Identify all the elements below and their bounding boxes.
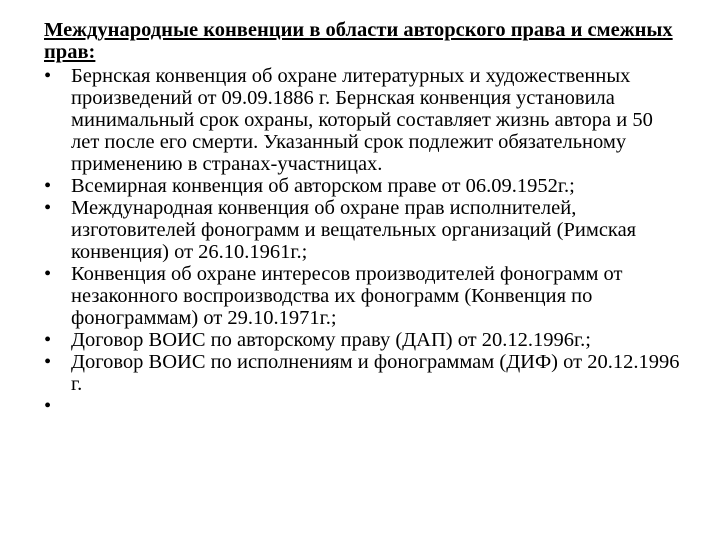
- list-item: [44, 351, 682, 395]
- list-item-text: Бернская конвенция об охране литературных и художественных произведений от 09.09.1886 г. Бернская конвенция установила минимальный срок охраны, который составляет жизнь автора и 50 лет после его смерти. Указанный срок подлежит обязательному применению в странах-участницах.: [71, 65, 653, 175]
- list-item-text: Конвенция об охране интересов производителей фонограмм от незаконного воспроизводства их фонограмм (Конвенция по фонограммам) от 29.10.1971г.;: [71, 263, 623, 329]
- bullet-icon: •: [44, 263, 52, 285]
- bullet-icon: •: [44, 329, 52, 351]
- convention-list: [44, 65, 682, 417]
- list-item-text: Международная конвенция об охране прав исполнителей, изготовителей фонограмм и вещательных организаций (Римская конвенция) от 26.10.1961г.;: [71, 197, 637, 263]
- list-item-text: Договор ВОИС по авторскому праву (ДАП) от 20.12.1996г.;: [71, 329, 591, 351]
- list-item-text: [71, 395, 76, 417]
- bullet-icon: •: [44, 65, 52, 87]
- slide-title: Международные конвенции в области авторского права и смежных прав:: [44, 19, 673, 63]
- list-item: [44, 65, 682, 175]
- bullet-icon: •: [44, 351, 52, 373]
- list-item: [44, 197, 682, 263]
- list-item-text: Всемирная конвенция об авторском праве от 06.09.1952г.;: [71, 175, 575, 197]
- list-item-empty: [44, 395, 682, 417]
- list-item: [44, 329, 682, 351]
- list-item: [44, 175, 682, 197]
- bullet-icon: •: [44, 197, 52, 219]
- bullet-icon: •: [44, 175, 52, 197]
- list-item: [44, 263, 682, 329]
- bullet-icon: •: [44, 395, 52, 417]
- list-item-text: Договор ВОИС по исполнениям и фонограммам (ДИФ) от 20.12.1996 г.: [71, 351, 680, 395]
